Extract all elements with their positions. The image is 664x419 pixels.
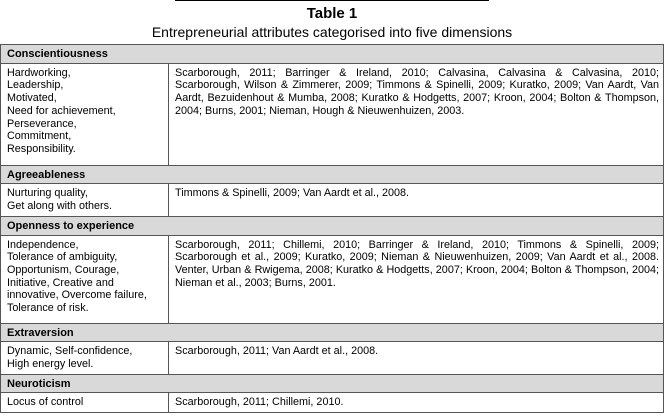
references-cell: Scarborough, 2011; Barringer & Ireland, 2010; Calvasina, Calvasina & Calvasina, 2010; Scarborough, Wilson & Zimmerer, 2009; Timmons & Spinelli, 2009; Kuratko, 2009; Van Aardt, Van Aardt, Bezuidenhout & Mumba, 2008; Kuratko & Hodgetts, 2007; Kroon, 2004; Bolton & Thompson, 2004; Burns, 2001; Nieman, Hough & Nieuwenhuizen, 2003. [169,63,664,165]
table-row [1,63,664,165]
references-cell: Scarborough, 2011; Chillemi, 2010. [169,393,664,413]
table-row [1,184,664,216]
dimension-name: Openness to experience [1,216,664,235]
dimension-header-row [1,45,664,64]
attributes-cell: Hardworking, Leadership, Motivated, Need for achievement, Perseverance, Commitment, Responsibility. [1,63,169,165]
dimension-header-row [1,374,664,393]
table-row [1,393,664,413]
attributes-table [0,44,664,413]
dimension-name: Neuroticism [1,374,664,393]
table-caption: Entrepreneurial attributes categorised into five dimensions [151,24,513,40]
dimension-header-row [1,323,664,342]
dimension-header-row [1,165,664,184]
attributes-cell: Dynamic, Self-confidence, High energy level. [1,342,169,374]
attributes-cell: Independence, Tolerance of ambiguity, Opportunism, Courage, Initiative, Creative and innovative, Overcome failure, Tolerance of risk. [1,235,169,323]
title-top-rule [175,0,489,1]
table-row [1,235,664,323]
attributes-cell: Locus of control [1,393,169,413]
references-cell: Scarborough, 2011; Van Aardt et al., 2008. [169,342,664,374]
table-number: Table 1 [306,5,358,22]
dimension-name: Extraversion [1,323,664,342]
table-title-block [0,0,664,44]
dimension-name: Conscientiousness [1,45,664,64]
references-cell: Timmons & Spinelli, 2009; Van Aardt et al., 2008. [169,184,664,216]
attributes-cell: Nurturing quality, Get along with others. [1,184,169,216]
table-row [1,342,664,374]
dimension-name: Agreeableness [1,165,664,184]
references-cell: Scarborough, 2011; Chillemi, 2010; Barringer & Ireland, 2010; Timmons & Spinelli, 2009; Scarborough et al., 2009; Kuratko, 2009; Nieman & Nieuwenhuizen, 2009; Van Aardt et al., 2008. Venter, Urban & Rwigema, 2008; Kuratko & Hodgetts, 2007; Kroon, 2004; Bolton & Thompson, 2004; Nieman et al., 2003; Burns, 2001. [169,235,664,323]
dimension-header-row [1,216,664,235]
